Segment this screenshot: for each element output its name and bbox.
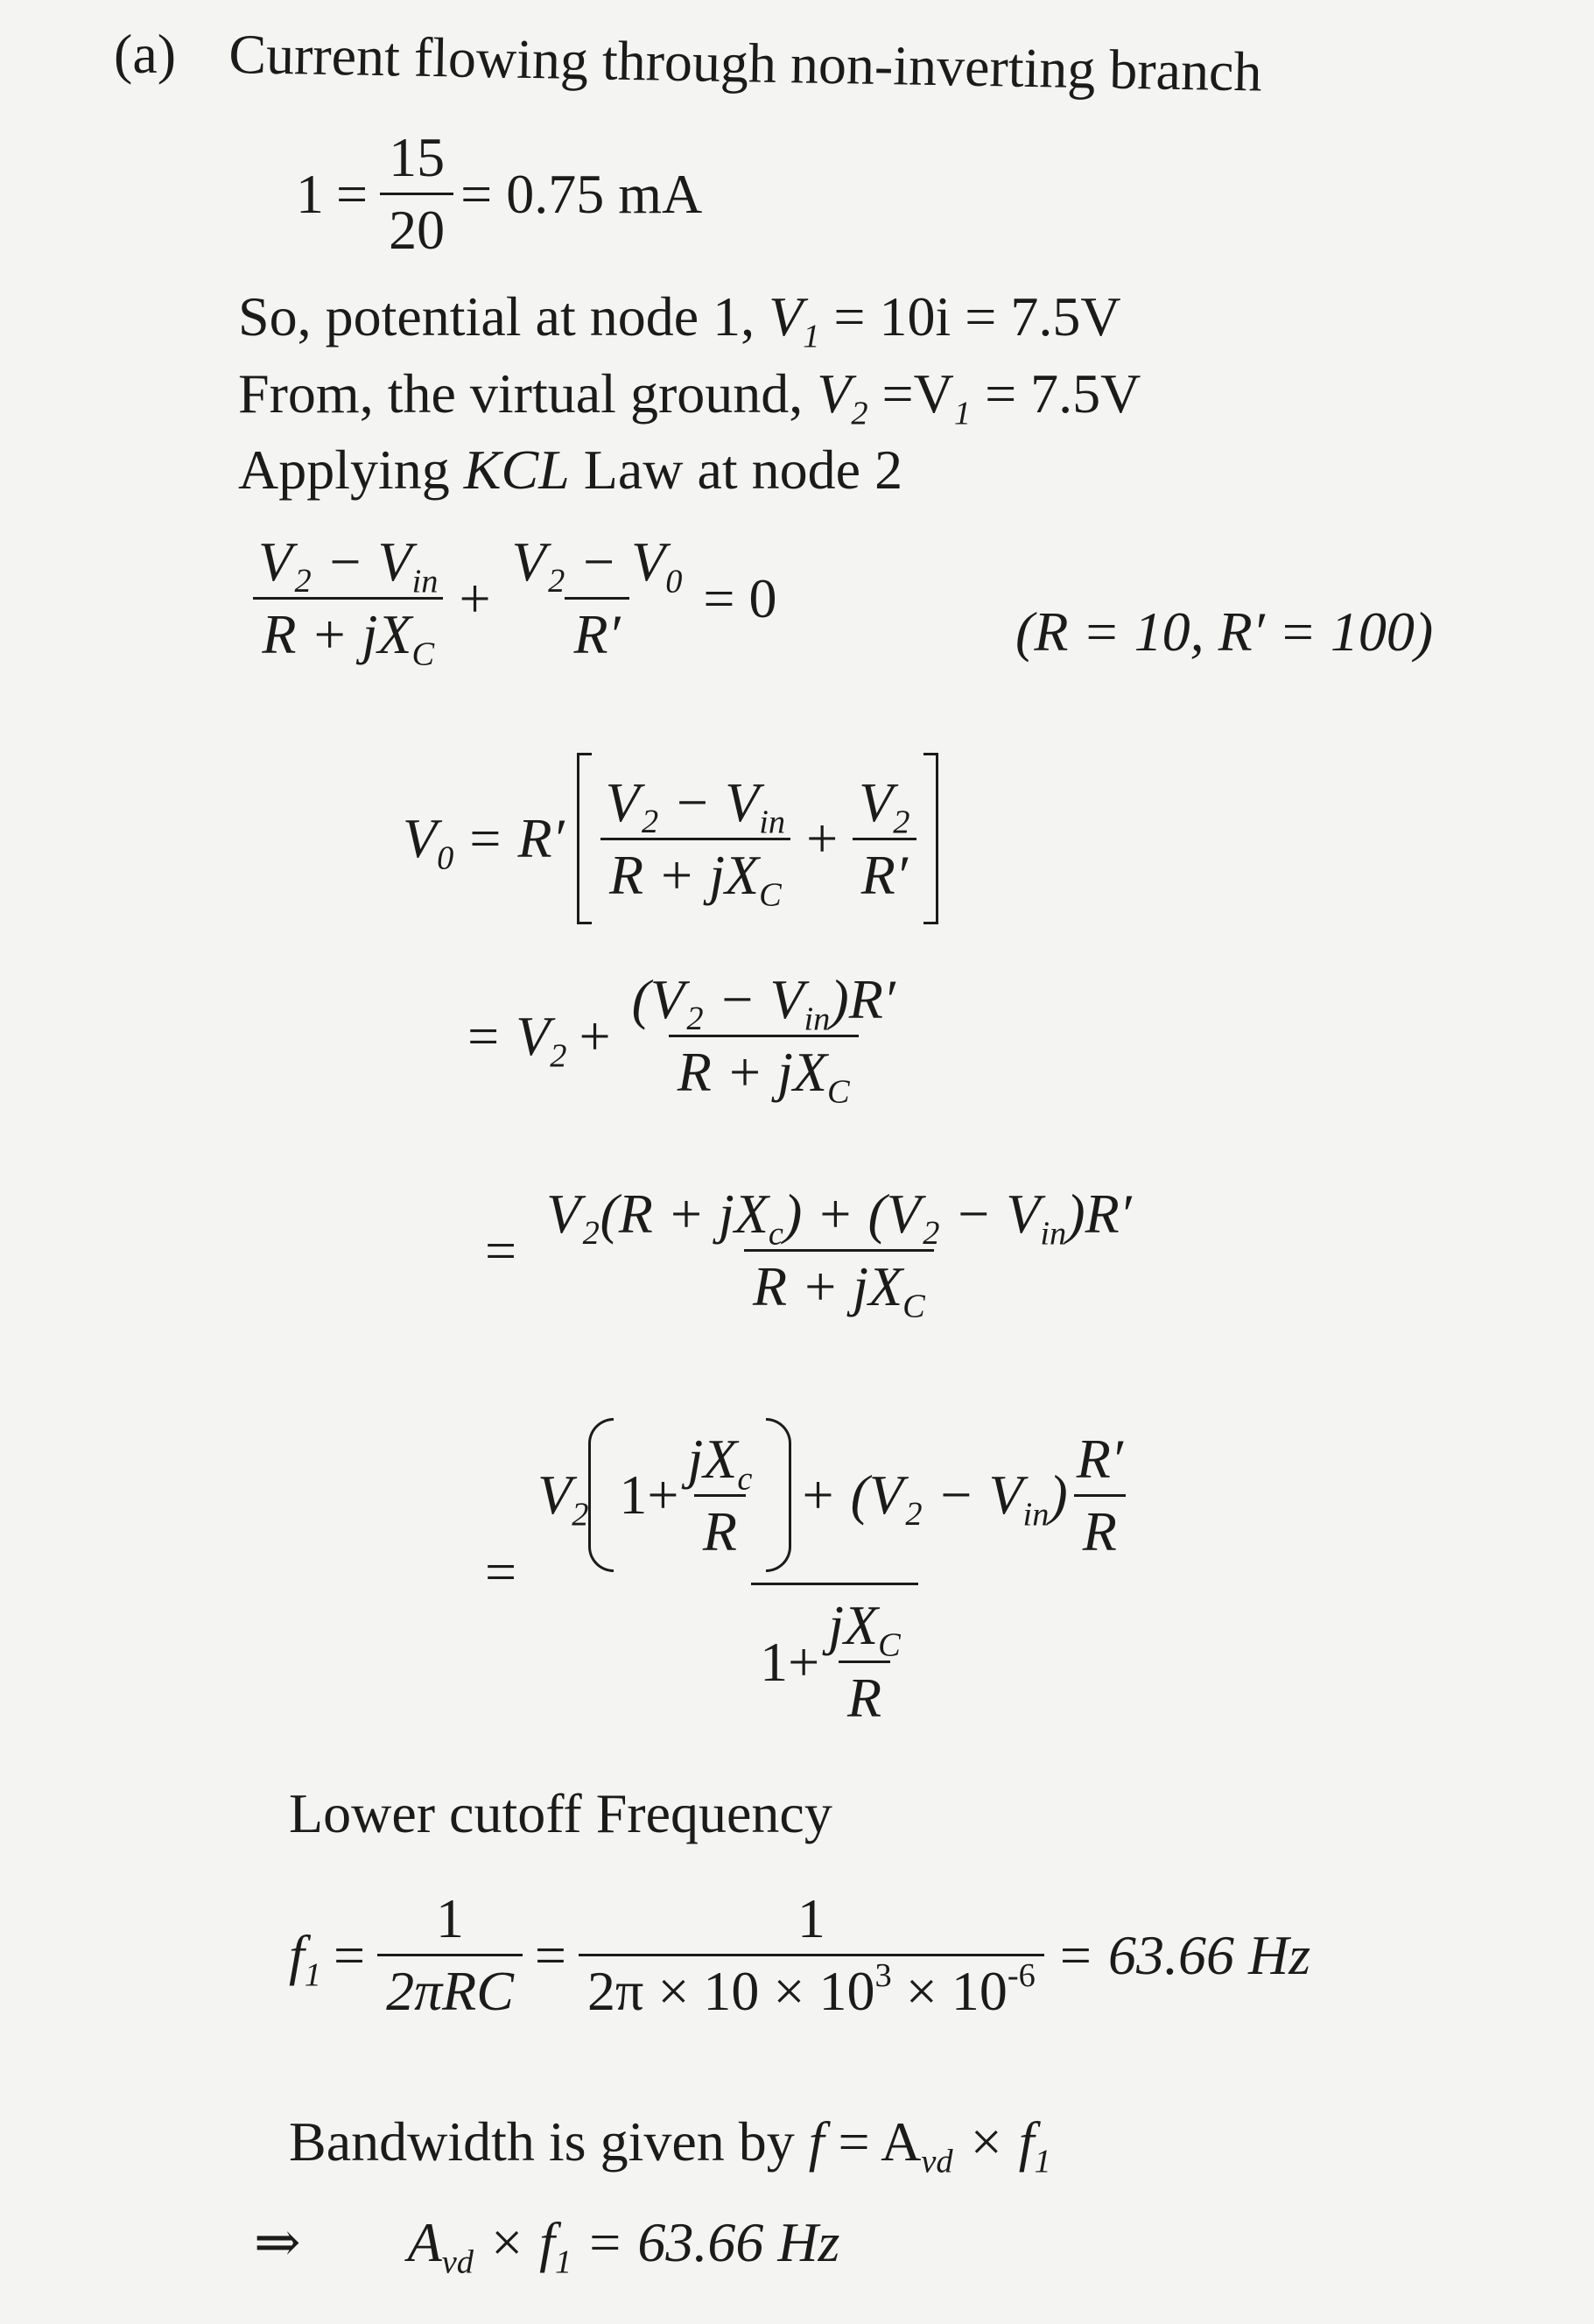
- step-4-equation: [473, 1418, 1141, 1729]
- step4-v2-sub: 2: [572, 1496, 589, 1534]
- vo-den1: R + jX: [608, 843, 760, 906]
- heading-text: Current flowing through non-inverting branch: [228, 23, 1263, 103]
- kcl-fraction-1: [249, 530, 447, 673]
- step4-v2: V: [537, 1464, 572, 1526]
- step2-num-tail: )R′: [830, 968, 895, 1030]
- f1-symbol: f: [289, 1923, 305, 1986]
- virtual-ground-value: = 7.5V: [971, 362, 1141, 425]
- kcl-text-2: Law at node 2: [569, 439, 903, 501]
- kcl-acronym: KCL: [463, 439, 570, 501]
- vo-fraction-1: [597, 770, 795, 913]
- fraction-numerator: 15: [389, 126, 446, 188]
- vo-num2: V: [859, 770, 894, 833]
- vo-den2: R′: [853, 838, 916, 903]
- plus-sign: +: [579, 1004, 611, 1067]
- step4-fraction: [529, 1418, 1141, 1729]
- step4-inner-num-sub: c: [737, 1459, 753, 1497]
- vo-equation: [403, 753, 938, 924]
- final-a-sub: vd: [441, 2243, 474, 2281]
- step4-one-plus: 1+: [619, 1464, 679, 1526]
- kcl-equation: [249, 530, 790, 673]
- step4-r-num: R′: [1076, 1427, 1123, 1490]
- v1-symbol: V: [769, 285, 804, 348]
- step2-fraction: [623, 968, 904, 1111]
- step3-num-a: V₂(R + jX: [546, 1183, 769, 1245]
- step4-inner-num: jX: [687, 1427, 738, 1490]
- kcl-den1: R + jX: [262, 603, 412, 665]
- problem-label: (a): [114, 23, 177, 85]
- virtual-ground-text: From, the virtual ground,: [238, 362, 804, 425]
- step3-den: R + jX: [753, 1255, 903, 1317]
- virtual-ground-line: [238, 362, 1141, 432]
- v1-subscript: 1: [953, 395, 972, 432]
- final-result: = 63.66 Hz: [572, 2211, 840, 2273]
- node1-text: So, potential at node 1,: [238, 285, 755, 348]
- step4-den-fraction: [819, 1594, 909, 1729]
- kcl-rhs: = 0: [703, 566, 777, 629]
- step2-lead: = V: [464, 1004, 551, 1067]
- plus-sign: +: [459, 566, 491, 629]
- step4-den-num: jX: [828, 1594, 879, 1656]
- right-paren: [766, 1418, 791, 1572]
- bandwidth-times: × f: [952, 2110, 1035, 2173]
- equals-sign: =: [485, 1218, 517, 1281]
- step2-den-sub: C: [826, 1073, 850, 1111]
- cutoff-num1: 1: [436, 1887, 464, 1949]
- cutoff-heading: Lower cutoff Frequency: [289, 1782, 832, 1844]
- left-paren: [588, 1418, 614, 1572]
- plus-sign: +: [806, 807, 839, 869]
- step2-den: R + jX: [677, 1041, 827, 1103]
- step2-num: (V₂ − V: [631, 968, 804, 1030]
- kcl-text-1: Applying: [238, 439, 464, 501]
- cutoff-den2-b: × 10: [891, 1960, 1008, 2022]
- resistor-values-note: (R = 10, R′ = 100): [1015, 600, 1434, 663]
- vo-equals: = R′: [466, 807, 565, 869]
- step3-fraction: [529, 1183, 1149, 1325]
- bandwidth-f: f: [808, 2110, 825, 2173]
- final-f-sub: 1: [554, 2243, 572, 2281]
- kcl-den1-sub: C: [411, 635, 435, 673]
- bandwidth-sub: vd: [921, 2143, 953, 2180]
- current-result: = 0.75 mA: [460, 162, 703, 225]
- step4-mid: + (V₂ − V: [798, 1464, 1023, 1526]
- kcl-num2-sub: 0: [665, 563, 683, 600]
- step3-num-a-sub: c: [768, 1215, 783, 1253]
- bandwidth-line: [289, 2110, 1051, 2180]
- cutoff-den2-a: 2π × 10 × 10: [587, 1960, 875, 2022]
- equals-sign: =: [534, 1923, 567, 1986]
- step-2-equation: [464, 968, 904, 1111]
- bandwidth-text: Bandwidth is given by: [289, 2110, 809, 2173]
- cutoff-equation: [289, 1887, 1323, 2022]
- left-bracket: [577, 753, 592, 924]
- current-equation: [296, 126, 703, 261]
- kcl-den2: R′: [565, 597, 628, 663]
- final-line: [254, 2211, 840, 2281]
- equals-sign: =: [333, 1923, 366, 1986]
- step3-num-c: )R′: [1066, 1183, 1132, 1245]
- node1-line: [238, 285, 1121, 355]
- cutoff-den2-sup1: 3: [874, 1957, 892, 1995]
- step4-den-one-plus: 1+: [760, 1630, 820, 1693]
- final-a: A: [407, 2211, 442, 2273]
- vo-num1-sub: in: [759, 803, 786, 840]
- step4-inner-den: R: [694, 1494, 746, 1560]
- kcl-line: [238, 439, 903, 501]
- step3-num-b: ) + (V₂ − V: [783, 1183, 1041, 1245]
- step4-den-den: R: [839, 1661, 890, 1726]
- final-times: × f: [473, 2211, 555, 2273]
- current-fraction: [380, 126, 453, 261]
- step4-mid-sub: in: [1022, 1496, 1050, 1534]
- bandwidth-sub2: 1: [1034, 2143, 1051, 2180]
- vo-num1: V₂ − V: [605, 770, 760, 833]
- v2-symbol: V: [817, 362, 852, 425]
- vo-symbol: V: [403, 807, 438, 869]
- vo-fraction-2: [850, 770, 918, 906]
- cutoff-result: = 63.66 Hz: [1056, 1923, 1311, 1986]
- v2-subscript: 2: [851, 395, 868, 432]
- step4-den-num-sub: C: [878, 1626, 901, 1664]
- cutoff-fraction-2: [579, 1887, 1044, 2022]
- cutoff-den1: 2πRC: [377, 1954, 523, 2019]
- step2-lead-sub: 2: [550, 1036, 567, 1074]
- implies-arrow: ⇒: [254, 2211, 301, 2273]
- v1-symbol: =V: [867, 362, 954, 425]
- vo-subscript: 0: [437, 839, 454, 877]
- cutoff-fraction-1: [377, 1887, 523, 2022]
- current-symbol: 1: [296, 162, 324, 225]
- equals-sign: =: [336, 162, 369, 225]
- v1-subscript: 1: [803, 318, 820, 355]
- kcl-num1: V₂ − V: [258, 530, 412, 593]
- step4-mid-tail: ): [1049, 1464, 1068, 1526]
- fraction-denominator: 20: [380, 193, 453, 258]
- bandwidth-eq: = A: [824, 2110, 922, 2173]
- step3-num-b-sub: in: [1040, 1215, 1067, 1253]
- cutoff-den2-sup2: -6: [1007, 1957, 1036, 1995]
- kcl-num2: V₂ − V: [511, 530, 666, 593]
- node1-value: = 10i = 7.5V: [819, 285, 1121, 348]
- step4-inner-fraction: [678, 1427, 761, 1562]
- equals-sign: =: [485, 1541, 517, 1603]
- step4-r-den: R: [1074, 1494, 1126, 1560]
- kcl-num1-sub: in: [411, 563, 439, 600]
- f1-subscript: 1: [304, 1955, 321, 1993]
- kcl-fraction-2: [503, 530, 692, 665]
- step2-num-sub: in: [804, 1001, 831, 1038]
- step4-r-fraction: [1068, 1427, 1132, 1562]
- cutoff-num2: 1: [797, 1887, 825, 1949]
- step3-den-sub: C: [902, 1288, 925, 1325]
- right-bracket: [923, 753, 938, 924]
- vo-num2-sub: 2: [893, 803, 910, 840]
- step-3-equation: [473, 1183, 1149, 1325]
- vo-den1-sub: C: [759, 875, 782, 913]
